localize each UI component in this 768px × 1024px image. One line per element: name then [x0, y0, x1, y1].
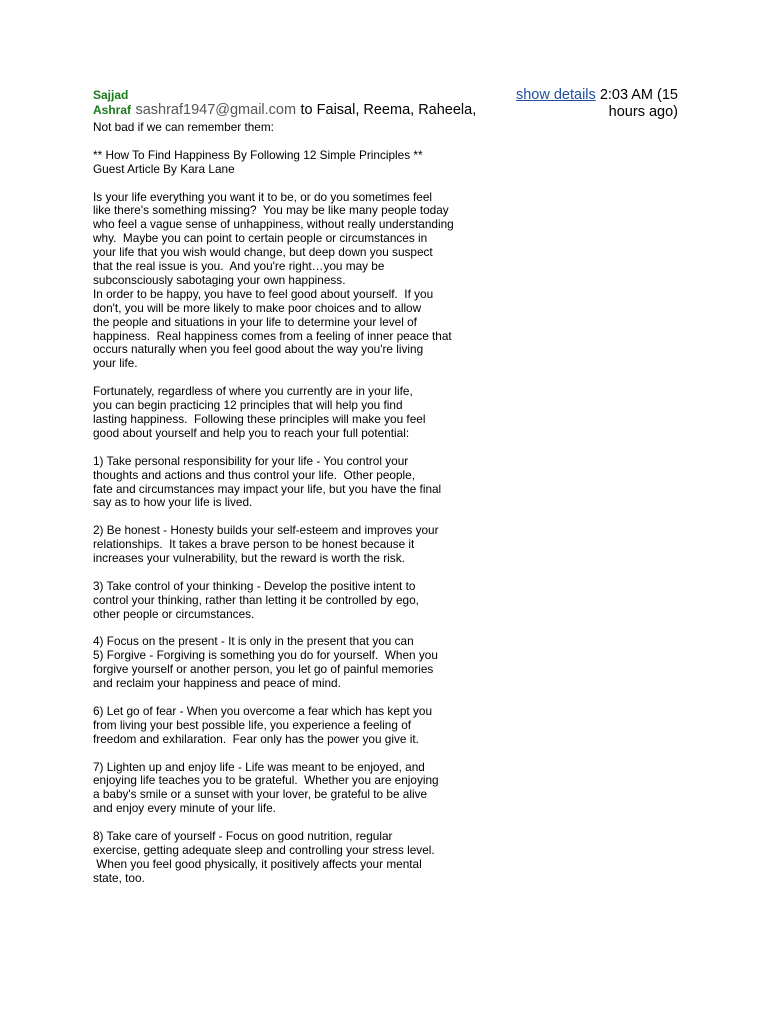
- paragraph-1: [93, 191, 513, 288]
- sender-line: [93, 101, 476, 119]
- text-line: the people and situations in your life to determine your level of: [93, 314, 417, 329]
- text-line: and enjoy every minute of your life.: [93, 801, 276, 816]
- principle-7: [93, 761, 513, 817]
- text-line: occurs naturally when you feel good about the way you're living: [93, 342, 424, 357]
- text-line: 5) Forgive - Forgiving is something you do for yourself. When you: [93, 648, 438, 663]
- text-line: 6) Let go of fear - When you overcome a fear which has kept you: [93, 703, 433, 718]
- principle-4: [93, 635, 513, 649]
- paragraph-3: [93, 385, 513, 441]
- text-line: Is your life everything you want it to be, or do you sometimes feel: [93, 189, 432, 204]
- text-line: your life.: [93, 356, 138, 371]
- principle-6: [93, 705, 513, 747]
- article-heading: [93, 149, 513, 177]
- text-line: why. Maybe you can point to certain people or circumstances in: [93, 231, 428, 246]
- text-line: When you feel good physically, it positively affects your mental: [93, 856, 422, 871]
- text-line: subconsciously sabotaging your own happiness.: [93, 272, 346, 287]
- text-line: other people or circumstances.: [93, 606, 255, 621]
- message-timestamp: 2:03 AM (15 hours ago): [599, 87, 678, 120]
- sender-email: sashraf1947@gmail.com: [135, 102, 297, 118]
- recipients-list: to Faisal, Reema, Raheela,: [300, 102, 477, 118]
- show-details-link[interactable]: show details: [515, 87, 596, 103]
- text-line: you can begin practicing 12 principles that will help you find: [93, 398, 403, 413]
- text-line: your life that you wish would change, but deep down you suspect: [93, 245, 433, 260]
- principle-5: [93, 649, 513, 691]
- text-line: that the real issue is you. And you're right…you may be: [93, 259, 385, 274]
- text-line: who feel a vague sense of unhappiness, without really understanding: [93, 217, 454, 232]
- message-body: [93, 121, 513, 886]
- text-line: state, too.: [93, 870, 145, 885]
- message-meta: [500, 87, 678, 121]
- text-line: thoughts and actions and thus control your life. Other people,: [93, 467, 415, 482]
- paragraph-2: [93, 288, 513, 371]
- text-line: Fortunately, regardless of where you currently are in your life,: [93, 384, 413, 399]
- text-line: 8) Take care of yourself - Focus on good nutrition, regular: [93, 829, 393, 844]
- sender-last-name: Ashraf: [93, 103, 132, 117]
- principle-3: [93, 580, 513, 622]
- text-line: say as to how your life is lived.: [93, 495, 253, 510]
- article-byline: Guest Article By Kara Lane: [93, 161, 235, 176]
- text-line: increases your vulnerability, but the reward is worth the risk.: [93, 551, 405, 566]
- text-line: forgive yourself or another person, you let go of painful memories: [93, 662, 434, 677]
- text-line: 3) Take control of your thinking - Develop the positive intent to: [93, 578, 416, 593]
- text-line: In order to be happy, you have to feel good about yourself. If you: [93, 286, 434, 301]
- text-line: enjoying life teaches you to be grateful. Whether you are enjoying: [93, 773, 439, 788]
- text-line: control your thinking, rather than letting it be controlled by ego,: [93, 592, 419, 607]
- sender-first-name: Sajjad: [93, 88, 129, 102]
- text-line: from living your best possible life, you experience a feeling of: [93, 717, 412, 732]
- text-line: fate and circumstances may impact your life, but you have the final: [93, 481, 442, 496]
- text-line: good about yourself and help you to reach your full potential:: [93, 425, 410, 440]
- text-line: 7) Lighten up and enjoy life - Life was meant to be enjoyed, and: [93, 759, 425, 774]
- text-line: relationships. It takes a brave person to be honest because it: [93, 537, 415, 552]
- intro-line: Not bad if we can remember them:: [93, 120, 274, 134]
- text-line: lasting happiness. Following these principles will make you feel: [93, 411, 426, 426]
- text-line: and reclaim your happiness and peace of mind.: [93, 676, 341, 691]
- text-line: like there's something missing? You may be like many people today: [93, 203, 449, 218]
- principle-1: [93, 455, 513, 511]
- text-line: 2) Be honest - Honesty builds your self-esteem and improves your: [93, 523, 439, 538]
- text-line: freedom and exhilaration. Fear only has the power you give it.: [93, 731, 419, 746]
- text-line: 1) Take personal responsibility for your life - You control your: [93, 453, 409, 468]
- article-title: ** How To Find Happiness By Following 12 Simple Principles **: [93, 147, 423, 162]
- text-line: don't, you will be more likely to make poor choices and to allow: [93, 300, 422, 315]
- principle-8: [93, 830, 513, 886]
- principle-2: [93, 524, 513, 566]
- text-line: happiness. Real happiness comes from a feeling of inner peace that: [93, 328, 452, 343]
- text-line: a baby's smile or a sunset with your lover, be grateful to be alive: [93, 787, 428, 802]
- text-line: 4) Focus on the present - It is only in the present that you can: [93, 634, 414, 649]
- text-line: exercise, getting adequate sleep and controlling your stress level.: [93, 842, 435, 857]
